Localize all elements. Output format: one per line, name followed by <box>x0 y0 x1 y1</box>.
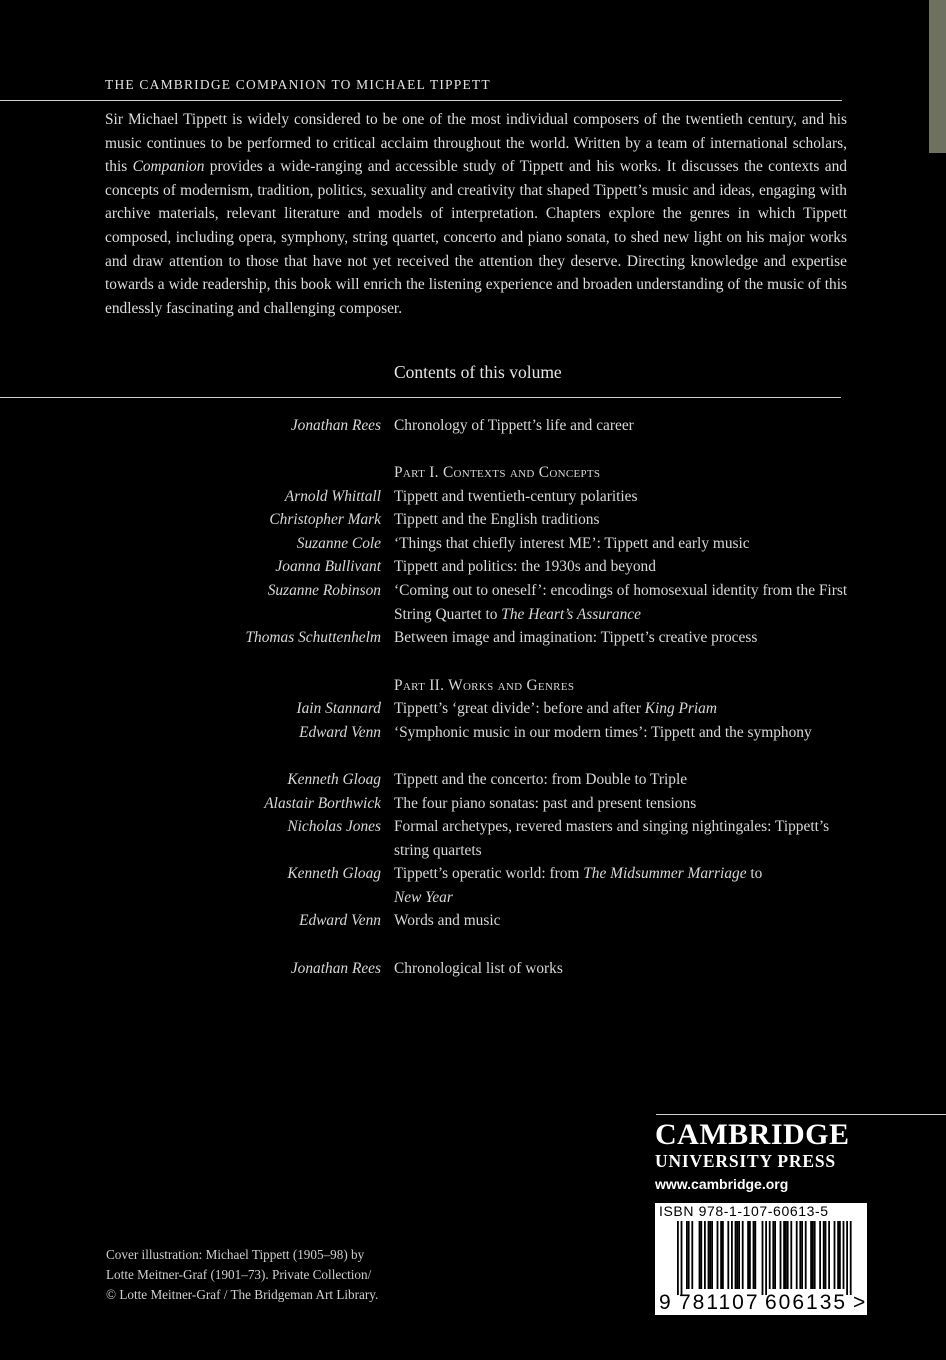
toc-title: ‘Things that chiefly interest ME’: Tippett and early music <box>394 535 750 552</box>
toc-author: Christopher Mark <box>269 511 381 528</box>
barcode-bar <box>834 1221 836 1289</box>
barcode-bar <box>828 1221 830 1289</box>
toc-author: Nicholas Jones <box>287 818 381 835</box>
toc-title: Tippett and the English traditions <box>394 511 600 528</box>
barcode-bar <box>711 1221 713 1289</box>
toc-title-italic: King Priam <box>644 700 717 717</box>
barcode-bar <box>790 1221 792 1289</box>
toc-title: Formal archetypes, revered masters and singing nightingales: Tippett’s string quartets <box>394 818 830 859</box>
barcode-bar <box>823 1221 825 1289</box>
barcode-bar <box>787 1221 789 1289</box>
barcode-bar <box>837 1221 839 1289</box>
barcode-bar <box>812 1221 814 1289</box>
barcode-digits-right: 606135 <box>765 1291 848 1314</box>
barcode-bars <box>655 1221 867 1295</box>
toc-title: Chronology of Tippett’s life and career <box>394 417 634 434</box>
barcode-bar <box>700 1221 702 1289</box>
barcode-bar <box>727 1221 729 1289</box>
toc-author: Iain Stannard <box>296 700 381 717</box>
barcode-bar <box>699 1221 701 1289</box>
barcode-bar <box>785 1221 787 1289</box>
cover-credit-line: © Lotte Meitner-Graf / The Bridgeman Art Library. <box>106 1287 379 1302</box>
toc-author: Edward Venn <box>299 724 381 741</box>
toc-title-italic: The Heart’s Assurance <box>501 605 641 623</box>
part-2-heading: Part II. Works and Genres <box>394 677 575 694</box>
barcode-bar <box>742 1221 744 1289</box>
barcode-bar <box>681 1221 683 1295</box>
barcode-bar <box>735 1221 737 1289</box>
contents-heading: Contents of this volume <box>394 362 562 382</box>
toc-author: Alastair Borthwick <box>264 795 381 812</box>
barcode-bar <box>747 1221 749 1289</box>
barcode-bar <box>801 1221 803 1289</box>
toc-author: Edward Venn <box>299 912 381 929</box>
barcode-bar <box>796 1221 798 1289</box>
part-1-heading: Part I. Contexts and Concepts <box>394 464 601 481</box>
blurb-text-2: provides a wide-ranging and accessible study of Tippett and his works. It discusses the contexts and concepts of modernism, tradition, politics, sexuality and creativity that shaped Tippett’s music and ideas, engaging with archive materials, relevant literature and models of interpretation. Chapters explore the genres in which Tippett composed, including opera, symphony, string quartet, concerto and piano sonata, to shed new light on his major works and draw attention to those that have not yet received the attention they deserve. Directing knowledge and expertise towards a wide readership, this book will enrich the listening experience and broaden understanding of the music of this endlessly fascinating and challenging composer. <box>105 158 847 317</box>
barcode-bar <box>762 1221 764 1295</box>
spine-color-tab <box>929 0 946 153</box>
toc-title: Tippett and the concerto: from Double to Triple <box>394 771 688 788</box>
barcode-digits-left: 781107 <box>679 1291 760 1314</box>
barcode-bar <box>754 1221 756 1289</box>
barcode-bar <box>814 1221 816 1289</box>
barcode-bar <box>736 1221 738 1289</box>
publisher-name: CAMBRIDGE <box>655 1118 850 1151</box>
toc-title-italic: The Midsummer Marriage <box>583 865 747 882</box>
toc-title-text: ‘Coming out to oneself’: encodings of homosexual identity from the First String Quartet to <box>394 582 848 623</box>
isbn-label: ISBN 978-1-107-60613-5 <box>659 1203 829 1219</box>
barcode-bar <box>839 1221 841 1289</box>
top-rule <box>0 100 842 101</box>
barcode-bar <box>717 1221 719 1289</box>
toc-title-text: to <box>746 865 763 882</box>
toc-author: Suzanne Cole <box>296 535 381 552</box>
barcode-bar <box>769 1221 771 1289</box>
barcode-arrow: > <box>853 1291 866 1314</box>
blurb-text-1: Sir Michael Tippett is widely considered to be one of the most individual composers of the twentieth century, and his music continues to be performed to critical acclaim throughout the world. Written by a team of international scholars, this <box>105 111 847 176</box>
cover-credit-line: Lotte Meitner-Graf (1901–73). Private Collection/ <box>106 1267 372 1282</box>
blurb-paragraph <box>105 108 847 320</box>
series-title: THE CAMBRIDGE COMPANION TO MICHAEL TIPPETT <box>105 77 491 92</box>
isbn-barcode <box>655 1203 867 1315</box>
barcode-bar <box>825 1221 827 1289</box>
barcode-bar <box>722 1221 724 1289</box>
barcode-bar <box>704 1221 706 1289</box>
barcode-bar <box>686 1221 688 1289</box>
toc-author: Suzanne Robinson <box>267 582 381 599</box>
blurb-italic: Companion <box>132 158 205 176</box>
barcode-bar <box>774 1221 776 1289</box>
barcode-bar <box>810 1221 812 1289</box>
barcode-bar <box>753 1221 755 1289</box>
cover-credit <box>106 1245 466 1305</box>
barcode-bar <box>688 1221 690 1289</box>
toc-title: Chronological list of works <box>394 960 563 977</box>
barcode-bar <box>843 1221 845 1289</box>
barcode-bar <box>780 1221 782 1289</box>
toc-title-italic: New Year <box>394 888 453 906</box>
barcode-bar <box>709 1221 711 1289</box>
publisher-url[interactable]: www.cambridge.org <box>655 1176 789 1192</box>
toc-author: Arnold Whittall <box>284 488 381 505</box>
barcode-bar <box>783 1221 785 1289</box>
toc-author: Kenneth Gloag <box>287 771 381 788</box>
toc-title: Tippett and politics: the 1930s and beyond <box>394 558 656 575</box>
barcode-bar <box>819 1221 821 1289</box>
toc-title: Tippett and twentieth-century polarities <box>394 488 638 505</box>
toc-author: Joanna Bullivant <box>275 558 381 575</box>
toc-title: Between image and imagination: Tippett’s creative process <box>394 629 758 646</box>
toc-author: Kenneth Gloag <box>287 865 381 882</box>
toc-title: ‘Symphonic music in our modern times’: Tippett and the symphony <box>394 724 812 741</box>
barcode-bar <box>691 1221 693 1289</box>
barcode-bar <box>850 1221 852 1295</box>
barcode-bar <box>799 1221 801 1289</box>
barcode-bar <box>731 1221 733 1289</box>
barcode-bar <box>846 1221 848 1295</box>
toc-title <box>394 697 854 721</box>
barcode-bar <box>772 1221 774 1289</box>
contents-rule <box>0 397 841 398</box>
publisher-logo <box>655 1118 850 1195</box>
toc-title-text: Tippett’s operatic world: from <box>394 865 584 882</box>
barcode-digit-first: 9 <box>659 1291 671 1314</box>
toc-author: Jonathan Rees <box>290 417 381 434</box>
cover-credit-line: Cover illustration: Michael Tippett (1905–98) by <box>106 1247 365 1262</box>
toc-author: Jonathan Rees <box>290 960 381 977</box>
barcode-bar <box>738 1221 740 1289</box>
toc-title <box>394 579 854 626</box>
toc-title: Words and music <box>394 912 501 929</box>
publisher-subname: UNIVERSITY PRESS <box>655 1151 836 1171</box>
barcode-bar <box>708 1221 710 1289</box>
barcode-bar <box>677 1221 679 1295</box>
barcode-bar <box>749 1221 751 1289</box>
barcode-bar <box>765 1221 767 1295</box>
barcode-bar <box>720 1221 722 1289</box>
toc-title <box>394 862 854 909</box>
publisher-rule <box>656 1114 946 1115</box>
toc-title: The four piano sonatas: past and present tensions <box>394 795 697 812</box>
barcode-bar <box>805 1221 807 1289</box>
toc-author: Thomas Schuttenhelm <box>245 629 381 646</box>
toc-title-text: Tippett’s ‘great divide’: before and after <box>394 700 645 717</box>
